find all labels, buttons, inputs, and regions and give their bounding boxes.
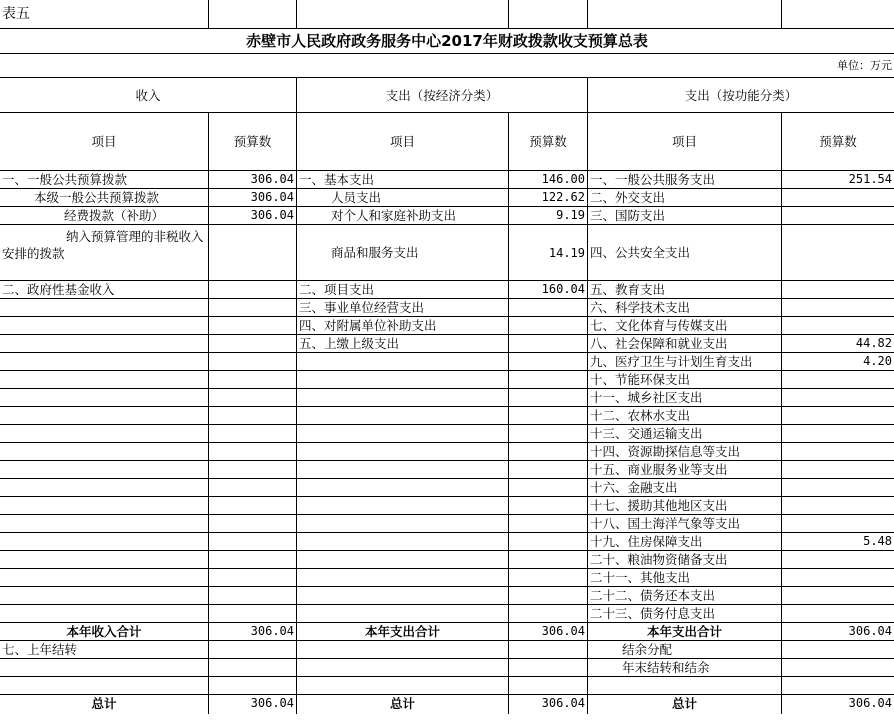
header-expense-economic: 支出（按经济分类） — [297, 78, 588, 113]
item-cell: 总计 — [588, 695, 782, 714]
budget-cell — [209, 317, 297, 335]
budget-cell — [209, 371, 297, 389]
budget-cell — [509, 461, 588, 479]
item-cell: 十五、商业服务业等支出 — [588, 461, 782, 479]
budget-cell — [782, 407, 894, 425]
budget-cell — [782, 281, 894, 299]
item-cell — [297, 353, 509, 371]
budget-cell: 306.04 — [509, 623, 588, 641]
budget-cell — [509, 659, 588, 677]
item-cell — [297, 443, 509, 461]
item-cell: 本年支出合计 — [588, 623, 782, 641]
budget-cell — [782, 587, 894, 605]
budget-cell — [209, 587, 297, 605]
item-cell: 对个人和家庭补助支出 — [297, 207, 509, 225]
item-cell — [297, 371, 509, 389]
budget-cell — [782, 425, 894, 443]
budget-cell — [782, 225, 894, 281]
item-cell: 人员支出 — [297, 189, 509, 207]
budget-cell — [209, 425, 297, 443]
budget-cell — [209, 551, 297, 569]
budget-cell: 4.20 — [782, 353, 894, 371]
budget-cell: 306.04 — [509, 695, 588, 714]
item-cell: 二、外交支出 — [588, 189, 782, 207]
budget-cell — [509, 533, 588, 551]
budget-cell — [782, 659, 894, 677]
budget-cell — [209, 515, 297, 533]
budget-cell — [509, 407, 588, 425]
item-cell — [297, 641, 509, 659]
budget-cell — [509, 515, 588, 533]
budget-cell: 251.54 — [782, 171, 894, 189]
item-cell — [0, 443, 209, 461]
item-cell — [0, 479, 209, 497]
item-cell: 三、事业单位经营支出 — [297, 299, 509, 317]
item-cell: 七、文化体育与传媒支出 — [588, 317, 782, 335]
budget-cell: 160.04 — [509, 281, 588, 299]
item-cell: 十九、住房保障支出 — [588, 533, 782, 551]
item-cell: 二十一、其他支出 — [588, 569, 782, 587]
item-cell: 二十三、债务付息支出 — [588, 605, 782, 623]
item-cell: 十一、城乡社区支出 — [588, 389, 782, 407]
item-cell: 九、医疗卫生与计划生育支出 — [588, 353, 782, 371]
item-cell: 总计 — [0, 695, 209, 714]
budget-cell — [782, 371, 894, 389]
item-cell — [297, 515, 509, 533]
item-cell — [297, 605, 509, 623]
budget-cell: 306.04 — [209, 623, 297, 641]
budget-cell — [509, 299, 588, 317]
item-cell — [297, 551, 509, 569]
budget-cell — [509, 497, 588, 515]
item-cell — [0, 407, 209, 425]
budget-cell — [209, 389, 297, 407]
budget-cell — [509, 389, 588, 407]
item-cell: 五、上缴上级支出 — [297, 335, 509, 353]
budget-cell — [782, 515, 894, 533]
blank-cell — [297, 0, 509, 29]
page-title: 赤壁市人民政府政务服务中心2017年财政拨款收支预算总表 — [0, 29, 894, 54]
item-cell: 二十二、债务还本支出 — [588, 587, 782, 605]
item-cell — [297, 479, 509, 497]
item-cell — [0, 569, 209, 587]
budget-cell — [509, 335, 588, 353]
budget-cell — [209, 479, 297, 497]
col-budget: 预算数 — [509, 113, 588, 171]
item-cell — [0, 425, 209, 443]
budget-cell — [509, 605, 588, 623]
item-cell: 四、公共安全支出 — [588, 225, 782, 281]
budget-cell: 14.19 — [509, 225, 588, 281]
item-cell — [0, 389, 209, 407]
col-item: 项目 — [0, 113, 209, 171]
item-cell: 总计 — [297, 695, 509, 714]
budget-cell — [509, 479, 588, 497]
budget-cell — [782, 569, 894, 587]
budget-cell: 306.04 — [209, 171, 297, 189]
item-cell: 结余分配 — [588, 641, 782, 659]
item-cell: 二十、粮油物资储备支出 — [588, 551, 782, 569]
item-cell — [588, 677, 782, 695]
col-budget: 预算数 — [209, 113, 297, 171]
budget-cell — [782, 479, 894, 497]
budget-cell: 122.62 — [509, 189, 588, 207]
budget-cell — [782, 299, 894, 317]
budget-cell — [209, 569, 297, 587]
item-cell: 十八、国土海洋气象等支出 — [588, 515, 782, 533]
item-cell — [0, 551, 209, 569]
budget-cell — [782, 605, 894, 623]
item-cell: 商品和服务支出 — [297, 225, 509, 281]
item-cell — [0, 515, 209, 533]
item-cell — [297, 587, 509, 605]
item-cell — [0, 533, 209, 551]
budget-cell — [782, 207, 894, 225]
item-cell: 本年支出合计 — [297, 623, 509, 641]
item-cell — [0, 659, 209, 677]
item-cell — [297, 533, 509, 551]
budget-cell — [209, 497, 297, 515]
budget-cell: 44.82 — [782, 335, 894, 353]
blank-cell — [782, 0, 894, 29]
col-budget: 预算数 — [782, 113, 894, 171]
header-income: 收入 — [0, 78, 297, 113]
item-cell: 十七、援助其他地区支出 — [588, 497, 782, 515]
item-cell: 三、国防支出 — [588, 207, 782, 225]
budget-cell — [509, 317, 588, 335]
item-cell: 年末结转和结余 — [588, 659, 782, 677]
item-cell: 四、对附属单位补助支出 — [297, 317, 509, 335]
budget-cell — [782, 677, 894, 695]
item-cell — [0, 587, 209, 605]
budget-cell: 306.04 — [209, 207, 297, 225]
item-cell: 一、基本支出 — [297, 171, 509, 189]
budget-cell: 306.04 — [209, 189, 297, 207]
item-cell: 纳入预算管理的非税收入安排的拨款 — [0, 225, 209, 281]
item-cell — [0, 353, 209, 371]
item-cell — [0, 299, 209, 317]
item-cell — [0, 317, 209, 335]
budget-cell — [209, 461, 297, 479]
item-cell: 本年收入合计 — [0, 623, 209, 641]
item-cell: 一、一般公共预算拨款 — [0, 171, 209, 189]
item-cell — [297, 407, 509, 425]
budget-cell — [509, 641, 588, 659]
item-cell: 本级一般公共预算拨款 — [0, 189, 209, 207]
budget-cell — [209, 641, 297, 659]
budget-cell — [782, 443, 894, 461]
item-cell — [0, 677, 209, 695]
blank-cell — [509, 0, 588, 29]
budget-cell: 306.04 — [782, 623, 894, 641]
item-cell: 十四、资源勘探信息等支出 — [588, 443, 782, 461]
budget-cell — [209, 443, 297, 461]
budget-cell — [209, 299, 297, 317]
budget-cell — [509, 443, 588, 461]
budget-cell — [782, 497, 894, 515]
item-cell: 十、节能环保支出 — [588, 371, 782, 389]
budget-cell — [782, 389, 894, 407]
item-cell — [297, 425, 509, 443]
item-cell — [297, 569, 509, 587]
budget-cell — [209, 281, 297, 299]
item-cell: 一、一般公共服务支出 — [588, 171, 782, 189]
budget-cell — [209, 407, 297, 425]
budget-cell — [782, 641, 894, 659]
blank-cell — [209, 0, 297, 29]
budget-cell — [209, 659, 297, 677]
budget-cell — [782, 461, 894, 479]
budget-cell — [509, 353, 588, 371]
item-cell — [297, 461, 509, 479]
budget-cell: 306.04 — [209, 695, 297, 714]
budget-cell — [509, 371, 588, 389]
budget-cell — [782, 317, 894, 335]
budget-cell — [209, 353, 297, 371]
item-cell: 十三、交通运输支出 — [588, 425, 782, 443]
budget-cell — [209, 677, 297, 695]
budget-cell — [509, 569, 588, 587]
budget-cell — [209, 605, 297, 623]
table-number: 表五 — [0, 0, 209, 29]
item-cell: 十二、农林水支出 — [588, 407, 782, 425]
item-cell: 二、政府性基金收入 — [0, 281, 209, 299]
budget-cell: 5.48 — [782, 533, 894, 551]
item-cell: 六、科学技术支出 — [588, 299, 782, 317]
budget-cell — [209, 533, 297, 551]
item-cell — [0, 335, 209, 353]
item-cell: 五、教育支出 — [588, 281, 782, 299]
item-cell — [0, 461, 209, 479]
budget-cell — [209, 335, 297, 353]
budget-cell — [509, 677, 588, 695]
budget-cell — [509, 425, 588, 443]
budget-cell: 146.00 — [509, 171, 588, 189]
item-cell — [297, 497, 509, 515]
item-cell — [297, 389, 509, 407]
item-cell: 十六、金融支出 — [588, 479, 782, 497]
item-cell: 八、社会保障和就业支出 — [588, 335, 782, 353]
budget-cell — [209, 225, 297, 281]
item-cell — [0, 605, 209, 623]
budget-cell — [509, 587, 588, 605]
item-cell — [297, 677, 509, 695]
item-cell: 经费拨款（补助） — [0, 207, 209, 225]
budget-cell — [782, 189, 894, 207]
col-item: 项目 — [297, 113, 509, 171]
budget-cell — [782, 551, 894, 569]
item-cell: 二、项目支出 — [297, 281, 509, 299]
header-expense-functional: 支出（按功能分类） — [588, 78, 894, 113]
item-cell: 七、上年结转 — [0, 641, 209, 659]
blank-cell — [588, 0, 782, 29]
col-item: 项目 — [588, 113, 782, 171]
budget-cell — [509, 551, 588, 569]
item-cell — [0, 497, 209, 515]
unit-label: 单位：万元 — [0, 54, 894, 78]
budget-cell: 306.04 — [848, 696, 892, 710]
item-cell — [0, 371, 209, 389]
budget-cell: 9.19 — [509, 207, 588, 225]
item-cell — [297, 659, 509, 677]
